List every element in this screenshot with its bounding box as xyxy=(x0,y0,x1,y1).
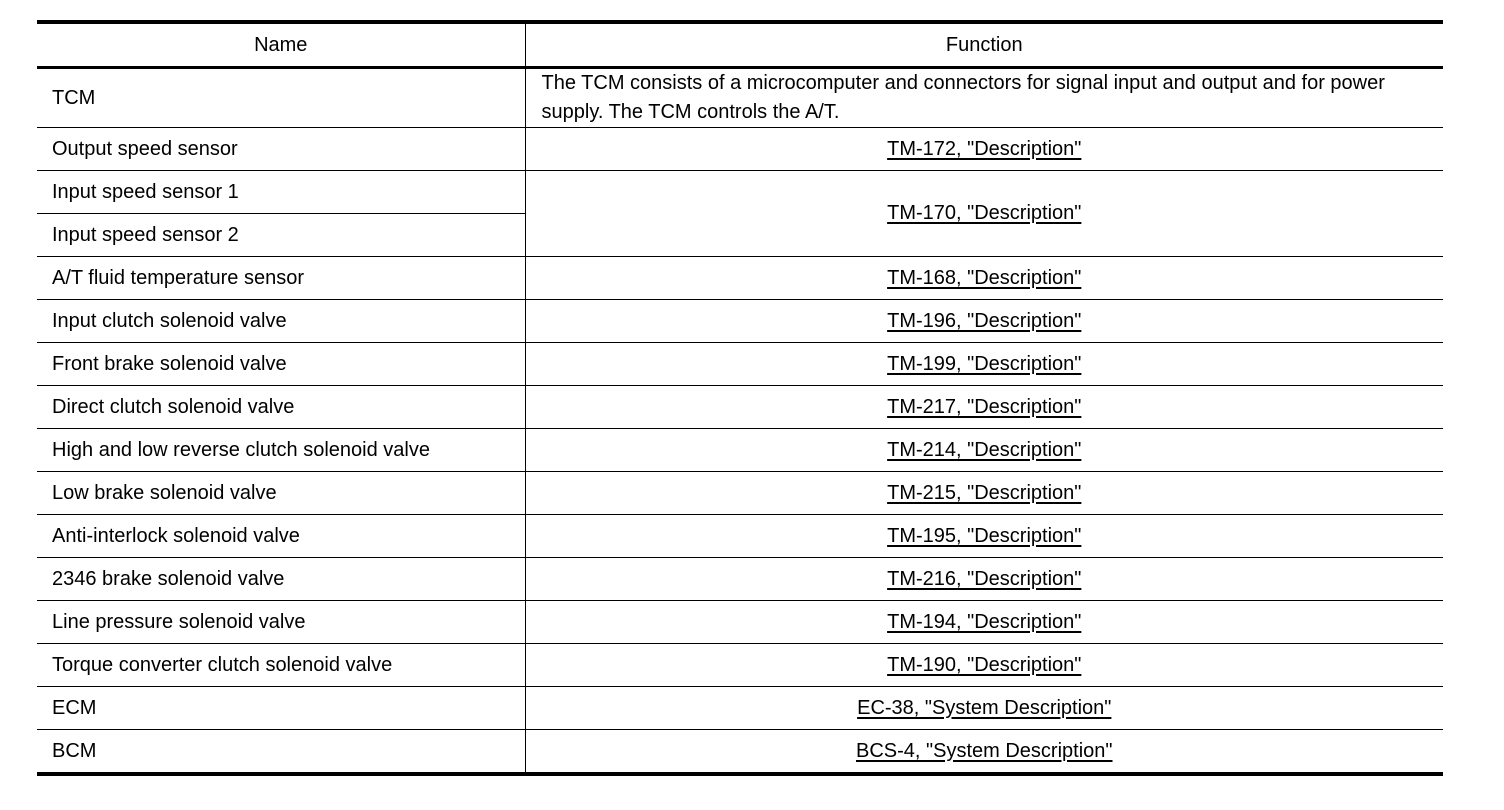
reference-link[interactable]: TM-196, "Description" xyxy=(887,309,1082,332)
function-cell xyxy=(525,128,1443,171)
function-cell xyxy=(525,300,1443,343)
component-name: Anti-interlock solenoid valve xyxy=(37,515,525,558)
component-name: TCM xyxy=(37,68,525,128)
component-name: Input speed sensor 1 xyxy=(37,171,525,214)
reference-link[interactable]: TM-217, "Description" xyxy=(887,395,1082,418)
table-row xyxy=(37,730,1443,775)
component-name: Input speed sensor 2 xyxy=(37,214,525,257)
component-name: Direct clutch solenoid valve xyxy=(37,386,525,429)
function-cell xyxy=(525,644,1443,687)
reference-link[interactable]: TM-199, "Description" xyxy=(887,352,1082,375)
function-cell xyxy=(525,515,1443,558)
reference-link[interactable]: TM-214, "Description" xyxy=(887,438,1082,461)
function-cell xyxy=(525,171,1443,257)
function-column-header: Function xyxy=(525,22,1443,68)
component-name: A/T fluid temperature sensor xyxy=(37,257,525,300)
table-row xyxy=(37,257,1443,300)
table-row xyxy=(37,343,1443,386)
component-name: Low brake solenoid valve xyxy=(37,472,525,515)
function-cell xyxy=(525,343,1443,386)
table-row xyxy=(37,644,1443,687)
table-row xyxy=(37,300,1443,343)
reference-link[interactable]: EC-38, "System Description" xyxy=(857,696,1112,719)
reference-link[interactable]: TM-195, "Description" xyxy=(887,524,1082,547)
function-cell xyxy=(525,558,1443,601)
function-cell xyxy=(525,601,1443,644)
component-name: Front brake solenoid valve xyxy=(37,343,525,386)
component-function: The TCM consists of a microcomputer and connectors for signal input and output and for power supply. The TCM controls the A/T. xyxy=(525,68,1443,128)
function-cell xyxy=(525,687,1443,730)
component-name: Input clutch solenoid valve xyxy=(37,300,525,343)
reference-link[interactable]: TM-194, "Description" xyxy=(887,610,1082,633)
reference-link[interactable]: TM-215, "Description" xyxy=(887,481,1082,504)
table-row xyxy=(37,601,1443,644)
component-name: High and low reverse clutch solenoid valve xyxy=(37,429,525,472)
table-row xyxy=(37,472,1443,515)
component-function-table xyxy=(37,20,1443,776)
table-row xyxy=(37,68,1443,128)
component-name: 2346 brake solenoid valve xyxy=(37,558,525,601)
component-name: BCM xyxy=(37,730,525,775)
name-column-header: Name xyxy=(37,22,525,68)
component-name: ECM xyxy=(37,687,525,730)
table-row xyxy=(37,171,1443,214)
reference-link[interactable]: TM-216, "Description" xyxy=(887,567,1082,590)
table-row xyxy=(37,429,1443,472)
function-cell xyxy=(525,429,1443,472)
component-name: Line pressure solenoid valve xyxy=(37,601,525,644)
reference-link[interactable]: TM-172, "Description" xyxy=(887,137,1082,160)
function-cell xyxy=(525,257,1443,300)
component-name: Torque converter clutch solenoid valve xyxy=(37,644,525,687)
table-row xyxy=(37,386,1443,429)
table-row xyxy=(37,515,1443,558)
reference-link[interactable]: TM-170, "Description" xyxy=(887,202,1082,224)
reference-link[interactable]: TM-168, "Description" xyxy=(887,266,1082,289)
reference-link[interactable]: BCS-4, "System Description" xyxy=(856,739,1113,762)
table-row xyxy=(37,687,1443,730)
function-cell xyxy=(525,472,1443,515)
function-cell xyxy=(525,730,1443,775)
function-cell xyxy=(525,386,1443,429)
table-header-row xyxy=(37,22,1443,68)
component-name: Output speed sensor xyxy=(37,128,525,171)
table-row xyxy=(37,128,1443,171)
reference-link[interactable]: TM-190, "Description" xyxy=(887,653,1082,676)
table-row xyxy=(37,558,1443,601)
